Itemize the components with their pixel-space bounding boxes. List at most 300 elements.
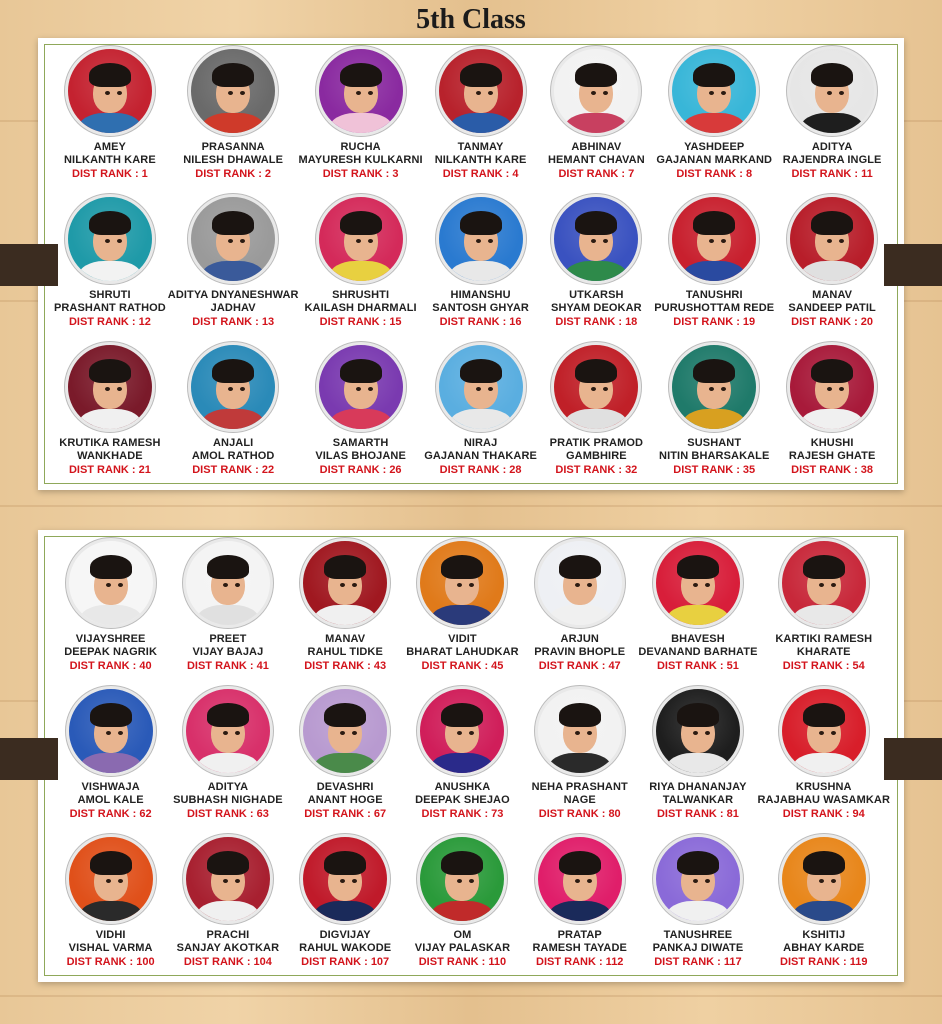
student-name-line2: MAYURESH KULKARNI	[298, 154, 423, 166]
student-name-line1: PRACHI	[206, 929, 250, 941]
student-card	[52, 686, 169, 832]
hair	[559, 703, 601, 727]
hair	[340, 211, 382, 235]
student-name-line2: KHARATE	[796, 646, 851, 658]
hair	[441, 555, 483, 579]
student-grid	[52, 538, 890, 980]
torso	[564, 409, 628, 432]
student-card	[521, 834, 638, 980]
student-card	[52, 538, 169, 684]
student-name-line1: OM	[453, 929, 472, 941]
student-card	[404, 538, 521, 684]
torso	[449, 409, 513, 432]
dist-rank: DIST RANK : 112	[536, 956, 624, 968]
student-name-line2: DEEPAK SHEJAO	[415, 794, 510, 806]
student-card	[168, 342, 299, 488]
student-card	[654, 46, 774, 192]
student-photo	[300, 834, 390, 924]
student-name-line2: SANTOSH GHYAR	[432, 302, 529, 314]
hair	[460, 359, 502, 383]
torso	[78, 261, 142, 284]
hair	[811, 63, 853, 87]
dist-rank: DIST RANK : 41	[186, 660, 269, 672]
student-name-line1: NEHA PRASHANT	[531, 781, 628, 793]
torso	[792, 605, 856, 628]
hair	[340, 63, 382, 87]
student-card	[638, 538, 757, 684]
dist-rank: DIST RANK : 94	[782, 808, 865, 820]
student-name-line1: BHAVESH	[671, 633, 725, 645]
dist-rank: DIST RANK : 7	[558, 168, 635, 180]
student-name-line2: JADHAV	[210, 302, 256, 314]
student-name-line2: NILESH DHAWALE	[183, 154, 284, 166]
student-name-line1: KRUTIKA RAMESH	[59, 437, 161, 449]
student-photo	[653, 538, 743, 628]
student-photo	[65, 194, 155, 284]
student-name-line1: VISHWAJA	[81, 781, 140, 793]
student-name-line1: MANAV	[325, 633, 366, 645]
torso	[79, 901, 143, 924]
hair	[460, 211, 502, 235]
dist-rank: DIST RANK : 20	[791, 316, 874, 328]
torso	[79, 605, 143, 628]
student-card	[287, 834, 404, 980]
student-name-line1: SHRUTI	[89, 289, 131, 301]
dist-rank: DIST RANK : 62	[69, 808, 152, 820]
student-name-line1: SHRUSHTI	[332, 289, 390, 301]
student-photo	[417, 538, 507, 628]
hair	[207, 703, 249, 727]
hair	[324, 703, 366, 727]
dist-rank: DIST RANK : 32	[555, 464, 638, 476]
student-name-line1: DEVASHRI	[316, 781, 374, 793]
torso	[666, 901, 730, 924]
student-name-line2: DEEPAK NAGRIK	[64, 646, 158, 658]
torso	[666, 605, 730, 628]
student-photo	[535, 686, 625, 776]
right-wall-bracket	[884, 244, 942, 286]
student-name-line2: DEVANAND BARHATE	[638, 646, 758, 658]
student-name-line2: GAMBHIRE	[566, 450, 627, 462]
student-name-line1: KRUSHNA	[795, 781, 852, 793]
student-name-line2: SANDEEP PATIL	[788, 302, 876, 314]
student-name-line2: PANKAJ DIWATE	[652, 942, 744, 954]
hair	[207, 851, 249, 875]
student-photo	[183, 834, 273, 924]
student-card	[521, 686, 638, 832]
hair	[811, 211, 853, 235]
student-photo	[669, 194, 759, 284]
student-board-2	[38, 530, 904, 982]
torso	[196, 901, 260, 924]
hair	[811, 359, 853, 383]
torso	[800, 261, 864, 284]
dist-rank: DIST RANK : 54	[782, 660, 865, 672]
student-card	[758, 834, 890, 980]
student-name-line1: ADITYA	[207, 781, 249, 793]
torso	[196, 753, 260, 776]
dist-rank: DIST RANK : 3	[322, 168, 399, 180]
student-photo	[551, 342, 641, 432]
student-name-line2: KAILASH DHARMALI	[304, 302, 417, 314]
student-name-line1: HIMANSHU	[450, 289, 511, 301]
student-name-line2: TALWANKAR	[662, 794, 734, 806]
student-name-line1: ANUSHKA	[434, 781, 491, 793]
student-photo	[417, 686, 507, 776]
student-name-line2: VILAS BHOJANE	[315, 450, 406, 462]
hair	[212, 211, 254, 235]
hair	[324, 851, 366, 875]
student-card	[538, 46, 654, 192]
student-name-line2: NAGE	[563, 794, 596, 806]
dist-rank: DIST RANK : 117	[654, 956, 742, 968]
student-card	[638, 686, 757, 832]
student-board-1	[38, 38, 904, 490]
student-photo	[535, 538, 625, 628]
hair	[90, 555, 132, 579]
student-name-line1: TANMAY	[457, 141, 504, 153]
dist-rank: DIST RANK : 81	[656, 808, 739, 820]
student-photo	[436, 342, 526, 432]
dist-rank: DIST RANK : 43	[304, 660, 387, 672]
hair	[803, 555, 845, 579]
student-name-line1: VIJAYSHREE	[75, 633, 146, 645]
student-photo	[436, 46, 526, 136]
dist-rank: DIST RANK : 45	[421, 660, 504, 672]
student-photo	[653, 686, 743, 776]
student-grid	[52, 46, 890, 488]
student-name-line2: ANANT HOGE	[307, 794, 383, 806]
student-name-line2: RAHUL WAKODE	[299, 942, 392, 954]
dist-rank: DIST RANK : 13	[192, 316, 275, 328]
student-photo	[653, 834, 743, 924]
torso	[666, 753, 730, 776]
dist-rank: DIST RANK : 12	[68, 316, 151, 328]
student-name-line2: NITIN BHARSAKALE	[659, 450, 770, 462]
dist-rank: DIST RANK : 2	[195, 168, 272, 180]
dist-rank: DIST RANK : 11	[791, 168, 873, 180]
student-name-line1: PREET	[209, 633, 247, 645]
student-photo	[669, 46, 759, 136]
dist-rank: DIST RANK : 100	[66, 956, 155, 968]
student-photo	[65, 46, 155, 136]
torso	[682, 409, 746, 432]
student-photo	[316, 342, 406, 432]
dist-rank: DIST RANK : 28	[439, 464, 522, 476]
hair	[575, 211, 617, 235]
student-photo	[66, 834, 156, 924]
student-name-line2: RAJABHAU WASAMKAR	[757, 794, 890, 806]
torso	[682, 261, 746, 284]
hair	[212, 359, 254, 383]
dist-rank: DIST RANK : 51	[656, 660, 739, 672]
dist-rank: DIST RANK : 16	[439, 316, 522, 328]
hair	[803, 703, 845, 727]
hair	[207, 555, 249, 579]
student-name-line2: PURUSHOTTAM REDE	[654, 302, 775, 314]
hair	[677, 851, 719, 875]
student-card	[758, 686, 890, 832]
student-name-line1: KSHITIJ	[802, 929, 846, 941]
student-card	[52, 342, 168, 488]
student-name-line1: MANAV	[812, 289, 853, 301]
torso	[313, 753, 377, 776]
student-card	[287, 538, 404, 684]
student-photo	[188, 194, 278, 284]
dist-rank: DIST RANK : 26	[319, 464, 402, 476]
student-photo	[316, 46, 406, 136]
page-title: 5th Class	[416, 4, 526, 35]
student-name-line2: ABHAY KARDE	[783, 942, 865, 954]
student-photo	[66, 538, 156, 628]
dist-rank: DIST RANK : 35	[673, 464, 756, 476]
dist-rank: DIST RANK : 119	[780, 956, 868, 968]
student-card	[404, 686, 521, 832]
student-card	[654, 194, 774, 340]
hair	[89, 63, 131, 87]
student-photo	[787, 46, 877, 136]
hair	[803, 851, 845, 875]
dist-rank: DIST RANK : 67	[304, 808, 387, 820]
student-name-line2: BHARAT LAHUDKAR	[406, 646, 519, 658]
student-photo	[436, 194, 526, 284]
dist-rank: DIST RANK : 1	[72, 168, 148, 180]
torso	[196, 605, 260, 628]
hair	[89, 211, 131, 235]
hair	[575, 359, 617, 383]
student-name-line1: TANUSHRI	[685, 289, 743, 301]
student-name-line1: DIGVIJAY	[319, 929, 371, 941]
student-card	[423, 342, 539, 488]
student-card	[538, 342, 654, 488]
torso	[79, 753, 143, 776]
hair	[324, 555, 366, 579]
student-card	[538, 194, 654, 340]
torso	[430, 605, 494, 628]
student-name-line1: ADITYA	[811, 141, 853, 153]
student-card	[52, 46, 168, 192]
torso	[313, 605, 377, 628]
student-photo	[188, 46, 278, 136]
student-name-line2: RAMESH TAYADE	[532, 942, 627, 954]
student-photo	[779, 834, 869, 924]
student-name-line1: PRATIK PRAMOD	[549, 437, 644, 449]
student-name-line1: VIDHI	[95, 929, 126, 941]
student-name-line2: RAHUL TIDKE	[307, 646, 383, 658]
student-name-line2: PRASHANT RATHOD	[53, 302, 166, 314]
dist-rank: DIST RANK : 47	[538, 660, 621, 672]
hair	[559, 555, 601, 579]
torso	[564, 261, 628, 284]
student-name-line1: UTKARSH	[569, 289, 624, 301]
student-photo	[183, 686, 273, 776]
torso	[792, 901, 856, 924]
student-name-line2: SANJAY AKOTKAR	[176, 942, 280, 954]
student-name-line1: SUSHANT	[687, 437, 742, 449]
student-name-line1: ANJALI	[213, 437, 254, 449]
student-name-line1: PRASANNA	[201, 141, 265, 153]
student-name-line2: SHYAM DEOKAR	[551, 302, 642, 314]
hair	[677, 703, 719, 727]
student-name-line2: RAJENDRA INGLE	[782, 154, 882, 166]
torso	[548, 605, 612, 628]
torso	[201, 113, 265, 136]
torso	[329, 261, 393, 284]
student-name-line2: HEMANT CHAVAN	[547, 154, 645, 166]
student-photo	[66, 686, 156, 776]
torso	[449, 261, 513, 284]
torso	[682, 113, 746, 136]
student-card	[638, 834, 757, 980]
student-card	[299, 46, 423, 192]
student-name-line1: PRATAP	[557, 929, 602, 941]
student-photo	[417, 834, 507, 924]
student-name-line2: SUBHASH NIGHADE	[173, 794, 283, 806]
torso	[430, 753, 494, 776]
dist-rank: DIST RANK : 63	[186, 808, 269, 820]
hair	[212, 63, 254, 87]
hair	[460, 63, 502, 87]
student-card	[52, 194, 168, 340]
dist-rank: DIST RANK : 8	[676, 168, 753, 180]
student-photo	[779, 686, 869, 776]
student-photo	[183, 538, 273, 628]
student-name-line1: SAMARTH	[332, 437, 389, 449]
dist-rank: DIST RANK : 40	[69, 660, 152, 672]
right-wall-bracket	[884, 738, 942, 780]
torso	[548, 753, 612, 776]
student-card	[299, 342, 423, 488]
hair	[693, 63, 735, 87]
student-name-line2: PRAVIN BHOPLE	[534, 646, 626, 658]
student-card	[774, 194, 890, 340]
student-name-line1: TANUSHREE	[663, 929, 733, 941]
student-name-line2: VISHAL VARMA	[68, 942, 153, 954]
student-photo	[551, 194, 641, 284]
torso	[430, 901, 494, 924]
student-name-line2: WANKHADE	[77, 450, 143, 462]
hair	[441, 851, 483, 875]
student-card	[169, 834, 286, 980]
dist-rank: DIST RANK : 18	[555, 316, 638, 328]
student-name-line1: RUCHA	[340, 141, 381, 153]
torso	[329, 409, 393, 432]
left-wall-bracket	[0, 738, 58, 780]
student-name-line1: ARJUN	[560, 633, 599, 645]
student-card	[774, 342, 890, 488]
student-name-line2: VIJAY BAJAJ	[192, 646, 264, 658]
student-photo	[669, 342, 759, 432]
student-card	[423, 194, 539, 340]
torso	[800, 113, 864, 136]
dist-rank: DIST RANK : 38	[791, 464, 874, 476]
student-name-line2: RAJESH GHATE	[788, 450, 876, 462]
student-card	[168, 46, 299, 192]
student-card	[168, 194, 299, 340]
student-name-line1: ABHINAV	[571, 141, 622, 153]
dist-rank: DIST RANK : 19	[673, 316, 756, 328]
student-photo	[316, 194, 406, 284]
student-name-line1: YASHDEEP	[684, 141, 745, 153]
student-card	[404, 834, 521, 980]
student-photo	[535, 834, 625, 924]
dist-rank: DIST RANK : 73	[421, 808, 504, 820]
torso	[78, 113, 142, 136]
student-name-line1: VIDIT	[448, 633, 477, 645]
hair	[340, 359, 382, 383]
student-card	[299, 194, 423, 340]
student-name-line1: AMEY	[93, 141, 126, 153]
student-card	[52, 834, 169, 980]
student-name-line2: NILKANTH KARE	[64, 154, 156, 166]
student-card	[654, 342, 774, 488]
student-card	[423, 46, 539, 192]
torso	[449, 113, 513, 136]
torso	[313, 901, 377, 924]
hair	[90, 851, 132, 875]
dist-rank: DIST RANK : 80	[538, 808, 621, 820]
torso	[548, 901, 612, 924]
student-photo	[551, 46, 641, 136]
hair	[90, 703, 132, 727]
student-photo	[787, 342, 877, 432]
hair	[677, 555, 719, 579]
student-photo	[65, 342, 155, 432]
student-name-line1: KHUSHI	[810, 437, 854, 449]
student-card	[169, 686, 286, 832]
torso	[329, 113, 393, 136]
student-card	[521, 538, 638, 684]
hair	[89, 359, 131, 383]
student-card	[758, 538, 890, 684]
student-card	[774, 46, 890, 192]
hair	[693, 211, 735, 235]
dist-rank: DIST RANK : 4	[442, 168, 519, 180]
student-photo	[787, 194, 877, 284]
hair	[441, 703, 483, 727]
student-name-line1: RIYA DHANANJAY	[649, 781, 747, 793]
student-name-line1: KARTIKI RAMESH	[775, 633, 873, 645]
student-name-line2: AMOL KALE	[77, 794, 144, 806]
torso	[78, 409, 142, 432]
student-name-line1: NIRAJ	[463, 437, 498, 449]
student-photo	[300, 686, 390, 776]
dist-rank: DIST RANK : 107	[301, 956, 390, 968]
torso	[800, 409, 864, 432]
left-wall-bracket	[0, 244, 58, 286]
student-name-line2: GAJANAN MARKAND	[656, 154, 773, 166]
student-name-line2: NILKANTH KARE	[434, 154, 527, 166]
torso	[201, 261, 265, 284]
dist-rank: DIST RANK : 15	[319, 316, 402, 328]
student-name-line2: GAJANAN THAKARE	[424, 450, 537, 462]
torso	[792, 753, 856, 776]
dist-rank: DIST RANK : 110	[418, 956, 507, 968]
dist-rank: DIST RANK : 22	[192, 464, 275, 476]
student-photo	[779, 538, 869, 628]
student-name-line1: ADITYA DNYANESHWAR	[167, 289, 299, 301]
hair	[693, 359, 735, 383]
dist-rank: DIST RANK : 21	[68, 464, 151, 476]
student-card	[287, 686, 404, 832]
hair	[575, 63, 617, 87]
student-photo	[188, 342, 278, 432]
student-photo	[300, 538, 390, 628]
torso	[564, 113, 628, 136]
student-card	[169, 538, 286, 684]
student-name-line2: AMOL RATHOD	[191, 450, 275, 462]
hair	[559, 851, 601, 875]
